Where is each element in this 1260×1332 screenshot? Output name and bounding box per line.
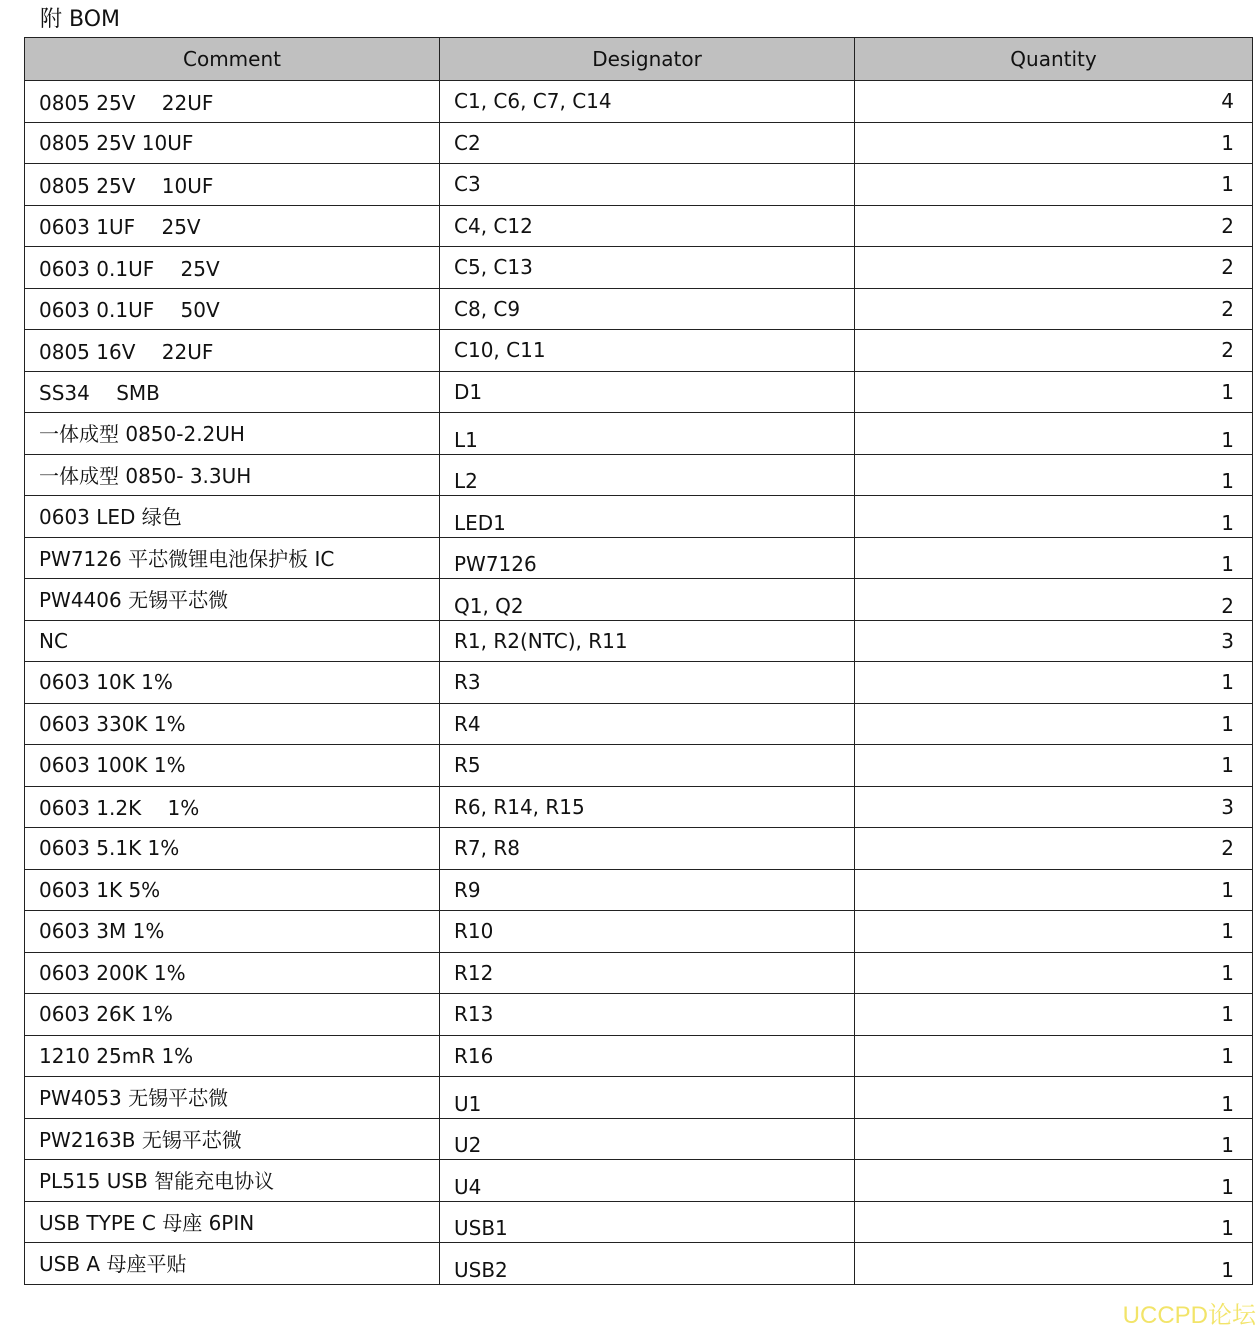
header-quantity: Quantity bbox=[855, 38, 1253, 81]
table-row bbox=[25, 330, 1253, 372]
comment-cell: SS34 SMB bbox=[25, 371, 440, 413]
quantity-cell: 1 bbox=[855, 1035, 1253, 1077]
table-row bbox=[25, 288, 1253, 330]
designator-cell: R1, R2(NTC), R11 bbox=[440, 620, 855, 662]
designator-cell: R6, R14, R15 bbox=[440, 786, 855, 828]
comment-cell: 一体成型 0850- 3.3UH bbox=[25, 454, 440, 496]
designator-cell: C3 bbox=[440, 164, 855, 206]
table-header-row bbox=[25, 38, 1253, 81]
quantity-cell: 2 bbox=[855, 828, 1253, 870]
quantity-cell: 4 bbox=[855, 81, 1253, 123]
quantity-cell: 1 bbox=[855, 122, 1253, 164]
table-row bbox=[25, 413, 1253, 455]
quantity-cell: 2 bbox=[855, 579, 1253, 621]
quantity-cell: 2 bbox=[855, 205, 1253, 247]
comment-cell: PW7126 平芯微锂电池保护板 IC bbox=[25, 537, 440, 579]
designator-cell: USB1 bbox=[440, 1201, 855, 1243]
comment-cell: 0603 26K 1% bbox=[25, 994, 440, 1036]
quantity-cell: 1 bbox=[855, 1243, 1253, 1285]
designator-cell: R12 bbox=[440, 952, 855, 994]
quantity-cell: 1 bbox=[855, 1160, 1253, 1202]
designator-cell: C8, C9 bbox=[440, 288, 855, 330]
table-row bbox=[25, 869, 1253, 911]
quantity-cell: 1 bbox=[855, 869, 1253, 911]
table-row bbox=[25, 454, 1253, 496]
quantity-cell: 1 bbox=[855, 537, 1253, 579]
table-row bbox=[25, 745, 1253, 787]
table-row bbox=[25, 1243, 1253, 1285]
comment-cell: 0603 10K 1% bbox=[25, 662, 440, 704]
quantity-cell: 1 bbox=[855, 911, 1253, 953]
table-row bbox=[25, 911, 1253, 953]
table-row bbox=[25, 1160, 1253, 1202]
table-row bbox=[25, 662, 1253, 704]
designator-cell: U2 bbox=[440, 1118, 855, 1160]
table-row bbox=[25, 205, 1253, 247]
table-row bbox=[25, 994, 1253, 1036]
designator-cell: USB2 bbox=[440, 1243, 855, 1285]
quantity-cell: 3 bbox=[855, 620, 1253, 662]
table-row bbox=[25, 537, 1253, 579]
designator-cell: U1 bbox=[440, 1077, 855, 1119]
comment-cell: 0805 25V 22UF bbox=[25, 81, 440, 123]
comment-cell: 0603 0.1UF 25V bbox=[25, 247, 440, 289]
table-row bbox=[25, 122, 1253, 164]
comment-cell: 0805 25V 10UF bbox=[25, 122, 440, 164]
comment-cell: 0603 100K 1% bbox=[25, 745, 440, 787]
comment-cell: USB TYPE C 母座 6PIN bbox=[25, 1201, 440, 1243]
quantity-cell: 1 bbox=[855, 994, 1253, 1036]
comment-cell: 0603 0.1UF 50V bbox=[25, 288, 440, 330]
table-row bbox=[25, 620, 1253, 662]
table-row bbox=[25, 786, 1253, 828]
table-row bbox=[25, 1201, 1253, 1243]
designator-cell: C10, C11 bbox=[440, 330, 855, 372]
quantity-cell: 1 bbox=[855, 745, 1253, 787]
quantity-cell: 1 bbox=[855, 496, 1253, 538]
table-row bbox=[25, 81, 1253, 123]
table-body bbox=[25, 81, 1253, 1285]
designator-cell: C2 bbox=[440, 122, 855, 164]
header-comment: Comment bbox=[25, 38, 440, 81]
comment-cell: PW4406 无锡平芯微 bbox=[25, 579, 440, 621]
table-row bbox=[25, 496, 1253, 538]
quantity-cell: 1 bbox=[855, 1118, 1253, 1160]
quantity-cell: 1 bbox=[855, 371, 1253, 413]
comment-cell: PL515 USB 智能充电协议 bbox=[25, 1160, 440, 1202]
designator-cell: R9 bbox=[440, 869, 855, 911]
designator-cell: D1 bbox=[440, 371, 855, 413]
designator-cell: LED1 bbox=[440, 496, 855, 538]
table-row bbox=[25, 1035, 1253, 1077]
quantity-cell: 1 bbox=[855, 952, 1253, 994]
designator-cell: R7, R8 bbox=[440, 828, 855, 870]
comment-cell: 0805 25V 10UF bbox=[25, 164, 440, 206]
table-row bbox=[25, 247, 1253, 289]
comment-cell: 0805 16V 22UF bbox=[25, 330, 440, 372]
bom-table bbox=[24, 37, 1253, 1285]
comment-cell: 0603 1UF 25V bbox=[25, 205, 440, 247]
quantity-cell: 1 bbox=[855, 164, 1253, 206]
designator-cell: R4 bbox=[440, 703, 855, 745]
designator-cell: C5, C13 bbox=[440, 247, 855, 289]
comment-cell: 0603 1.2K 1% bbox=[25, 786, 440, 828]
quantity-cell: 1 bbox=[855, 1201, 1253, 1243]
designator-cell: C1, C6, C7, C14 bbox=[440, 81, 855, 123]
table-row bbox=[25, 703, 1253, 745]
quantity-cell: 2 bbox=[855, 330, 1253, 372]
comment-cell: 0603 200K 1% bbox=[25, 952, 440, 994]
comment-cell: 1210 25mR 1% bbox=[25, 1035, 440, 1077]
comment-cell: USB A 母座平贴 bbox=[25, 1243, 440, 1285]
quantity-cell: 2 bbox=[855, 288, 1253, 330]
quantity-cell: 1 bbox=[855, 454, 1253, 496]
comment-cell: 0603 3M 1% bbox=[25, 911, 440, 953]
designator-cell: R3 bbox=[440, 662, 855, 704]
designator-cell: R10 bbox=[440, 911, 855, 953]
watermark: UCCPD论坛 bbox=[1122, 1302, 1256, 1329]
designator-cell: L2 bbox=[440, 454, 855, 496]
comment-cell: NC bbox=[25, 620, 440, 662]
table-row bbox=[25, 952, 1253, 994]
quantity-cell: 1 bbox=[855, 413, 1253, 455]
designator-cell: R13 bbox=[440, 994, 855, 1036]
table-row bbox=[25, 1077, 1253, 1119]
designator-cell: C4, C12 bbox=[440, 205, 855, 247]
comment-cell: 0603 LED 绿色 bbox=[25, 496, 440, 538]
quantity-cell: 1 bbox=[855, 662, 1253, 704]
quantity-cell: 1 bbox=[855, 1077, 1253, 1119]
designator-cell: R16 bbox=[440, 1035, 855, 1077]
designator-cell: L1 bbox=[440, 413, 855, 455]
designator-cell: Q1, Q2 bbox=[440, 579, 855, 621]
table-row bbox=[25, 164, 1253, 206]
table-row bbox=[25, 579, 1253, 621]
comment-cell: 一体成型 0850-2.2UH bbox=[25, 413, 440, 455]
comment-cell: PW4053 无锡平芯微 bbox=[25, 1077, 440, 1119]
designator-cell: PW7126 bbox=[440, 537, 855, 579]
designator-cell: U4 bbox=[440, 1160, 855, 1202]
quantity-cell: 3 bbox=[855, 786, 1253, 828]
header-designator: Designator bbox=[440, 38, 855, 81]
quantity-cell: 1 bbox=[855, 703, 1253, 745]
comment-cell: PW2163B 无锡平芯微 bbox=[25, 1118, 440, 1160]
comment-cell: 0603 1K 5% bbox=[25, 869, 440, 911]
designator-cell: R5 bbox=[440, 745, 855, 787]
table-row bbox=[25, 1118, 1253, 1160]
table-row bbox=[25, 828, 1253, 870]
quantity-cell: 2 bbox=[855, 247, 1253, 289]
document-title: 附 BOM bbox=[40, 7, 120, 32]
comment-cell: 0603 330K 1% bbox=[25, 703, 440, 745]
comment-cell: 0603 5.1K 1% bbox=[25, 828, 440, 870]
table-row bbox=[25, 371, 1253, 413]
